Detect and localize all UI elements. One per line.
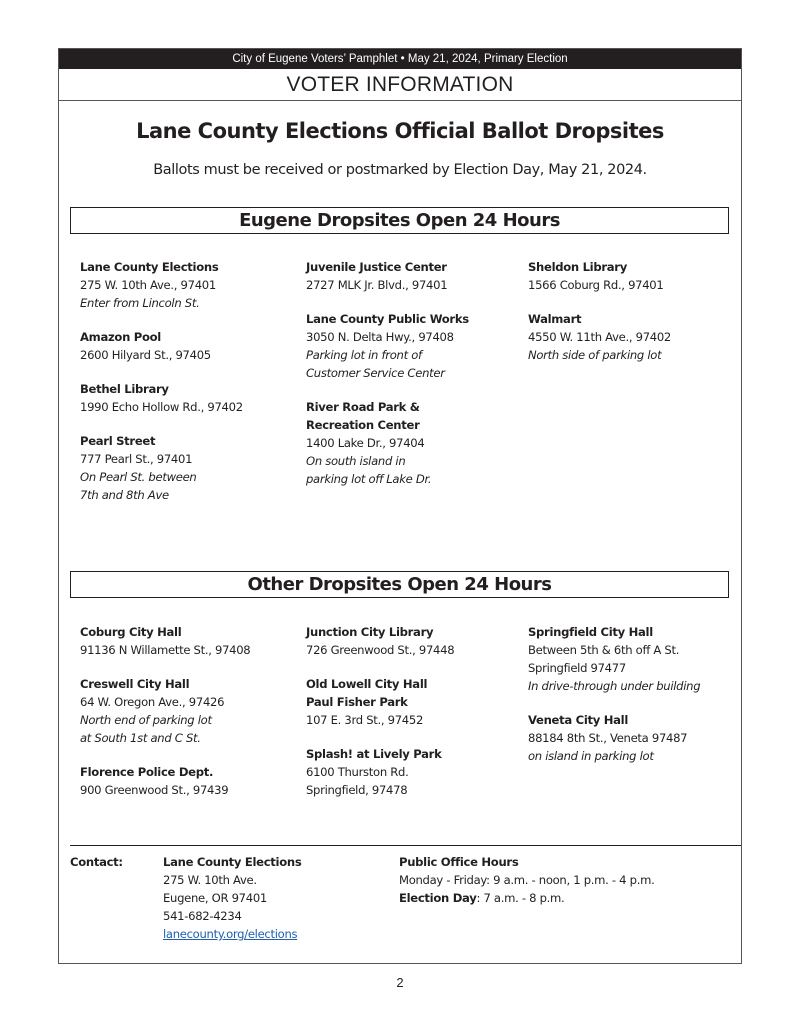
dropsite: [80, 623, 305, 659]
dropsite-address: 726 Greenwood St., 97448: [306, 643, 455, 657]
other-column-2: [306, 623, 531, 815]
dropsite-name: Juvenile Justice Center: [306, 260, 447, 274]
dropsite-name: River Road Park &: [306, 400, 420, 414]
dropsite-address: 777 Pearl St., 97401: [80, 452, 193, 466]
contact-phone: 541-682-4234: [163, 909, 242, 923]
election-day-hours: [399, 889, 654, 907]
contact-label-block: [70, 853, 123, 871]
dropsite-address: 1400 Lake Dr., 97404: [306, 436, 425, 450]
dropsite-name-line2: Recreation Center: [306, 418, 420, 432]
dropsite-address: Springfield 97477: [528, 661, 626, 675]
dropsite-name: Florence Police Dept.: [80, 765, 214, 779]
contact-address-line-2: Eugene, OR 97401: [163, 891, 267, 905]
dropsite-name: Sheldon Library: [528, 260, 627, 274]
dropsite-address: Between 5th & 6th off A St.: [528, 643, 680, 657]
other-column-3: [528, 623, 740, 781]
dropsite: [80, 380, 305, 416]
dropsite: [528, 623, 740, 695]
election-day-time: : 7 a.m. - 8 p.m.: [476, 891, 565, 905]
dropsite: [528, 711, 740, 765]
dropsite-name: Pearl Street: [80, 434, 156, 448]
dropsite-address: 1566 Coburg Rd., 97401: [528, 278, 664, 292]
dropsite-name: Lane County Elections: [80, 260, 219, 274]
dropsite-note: Enter from Lincoln St.: [80, 296, 200, 310]
pamphlet-page: [58, 48, 742, 964]
dropsite: [306, 258, 531, 294]
page-number: 2: [396, 975, 404, 990]
dropsite: [80, 675, 305, 747]
eugene-column-3: [528, 258, 753, 380]
dropsite-address: 1990 Echo Hollow Rd., 97402: [80, 400, 243, 414]
dropsite: [306, 398, 531, 488]
dropsite: [528, 310, 753, 364]
dropsite-note: Parking lot in front of: [306, 348, 422, 362]
dropsite-note: On Pearl St. between: [80, 470, 197, 484]
election-day-label: Election Day: [399, 891, 477, 905]
dropsite-name: Walmart: [528, 312, 582, 326]
contact-address-line-1: 275 W. 10th Ave.: [163, 873, 257, 887]
page-title: Lane County Elections Official Ballot Dropsites: [136, 119, 664, 143]
page-subtitle: Ballots must be received or postmarked by Election Day, May 21, 2024.: [153, 162, 647, 178]
dropsite-address: 107 E. 3rd St., 97452: [306, 713, 424, 727]
dropsite-name: Creswell City Hall: [80, 677, 190, 691]
weekday-hours: Monday - Friday: 9 a.m. - noon, 1 p.m. - 4 p.m.: [399, 873, 655, 887]
other-dropsites-heading: Other Dropsites Open 24 Hours: [70, 571, 729, 598]
dropsite: [528, 258, 753, 294]
dropsite-note: parking lot off Lake Dr.: [306, 472, 432, 486]
dropsite-address: 3050 N. Delta Hwy., 97408: [306, 330, 454, 344]
dropsite: [80, 328, 305, 364]
dropsite-name: Coburg City Hall: [80, 625, 182, 639]
divider: [70, 845, 741, 846]
contact-label: Contact:: [70, 855, 123, 869]
dropsite-address: 900 Greenwood St., 97439: [80, 783, 229, 797]
dropsite-note: On south island in: [306, 454, 406, 468]
dropsite-name: Amazon Pool: [80, 330, 161, 344]
contact-org: Lane County Elections: [163, 855, 302, 869]
eugene-column-2: [306, 258, 531, 504]
pamphlet-banner: City of Eugene Voters’ Pamphlet • May 21, 2024, Primary Election: [59, 49, 741, 69]
dropsite: [80, 432, 305, 504]
dropsite-address: 88184 8th St., Veneta 97487: [528, 731, 688, 745]
eugene-dropsites-heading: Eugene Dropsites Open 24 Hours: [70, 207, 729, 234]
dropsite-address: 4550 W. 11th Ave., 97402: [528, 330, 672, 344]
elections-website-link[interactable]: lanecounty.org/elections: [163, 927, 298, 941]
dropsite-name: Old Lowell City Hall: [306, 677, 428, 691]
dropsite: [306, 745, 531, 799]
dropsite-name: Junction City Library: [306, 625, 434, 639]
dropsite-name: Lane County Public Works: [306, 312, 469, 326]
dropsite: [306, 623, 531, 659]
dropsite-note: on island in parking lot: [528, 749, 654, 763]
dropsite-note: In drive-through under building: [528, 679, 701, 693]
dropsite-name: Veneta City Hall: [528, 713, 629, 727]
dropsite-address: 64 W. Oregon Ave., 97426: [80, 695, 225, 709]
other-column-1: [80, 623, 305, 815]
dropsite-name: Bethel Library: [80, 382, 169, 396]
dropsite-address: 91136 N Willamette St., 97408: [80, 643, 251, 657]
dropsite-address: Springfield, 97478: [306, 783, 408, 797]
dropsite-name: Splash! at Lively Park: [306, 747, 442, 761]
contact-details: [163, 853, 301, 943]
section-heading: VOTER INFORMATION: [59, 69, 741, 101]
dropsite-name-line2: Paul Fisher Park: [306, 695, 408, 709]
dropsite-address: 2600 Hilyard St., 97405: [80, 348, 211, 362]
dropsite-address: 6100 Thurston Rd.: [306, 765, 409, 779]
dropsite-address: 2727 MLK Jr. Blvd., 97401: [306, 278, 448, 292]
dropsite-name: Springfield City Hall: [528, 625, 653, 639]
dropsite-note: North side of parking lot: [528, 348, 662, 362]
dropsite: [306, 675, 531, 729]
dropsite: [80, 258, 305, 312]
dropsite: [306, 310, 531, 382]
dropsite-note: North end of parking lot: [80, 713, 212, 727]
office-hours-title: Public Office Hours: [399, 855, 519, 869]
eugene-column-1: [80, 258, 305, 520]
office-hours: [399, 853, 654, 907]
dropsite: [80, 763, 305, 799]
dropsite-note: 7th and 8th Ave: [80, 488, 169, 502]
dropsite-address: 275 W. 10th Ave., 97401: [80, 278, 216, 292]
dropsite-note: Customer Service Center: [306, 366, 445, 380]
dropsite-note: at South 1st and C St.: [80, 731, 201, 745]
